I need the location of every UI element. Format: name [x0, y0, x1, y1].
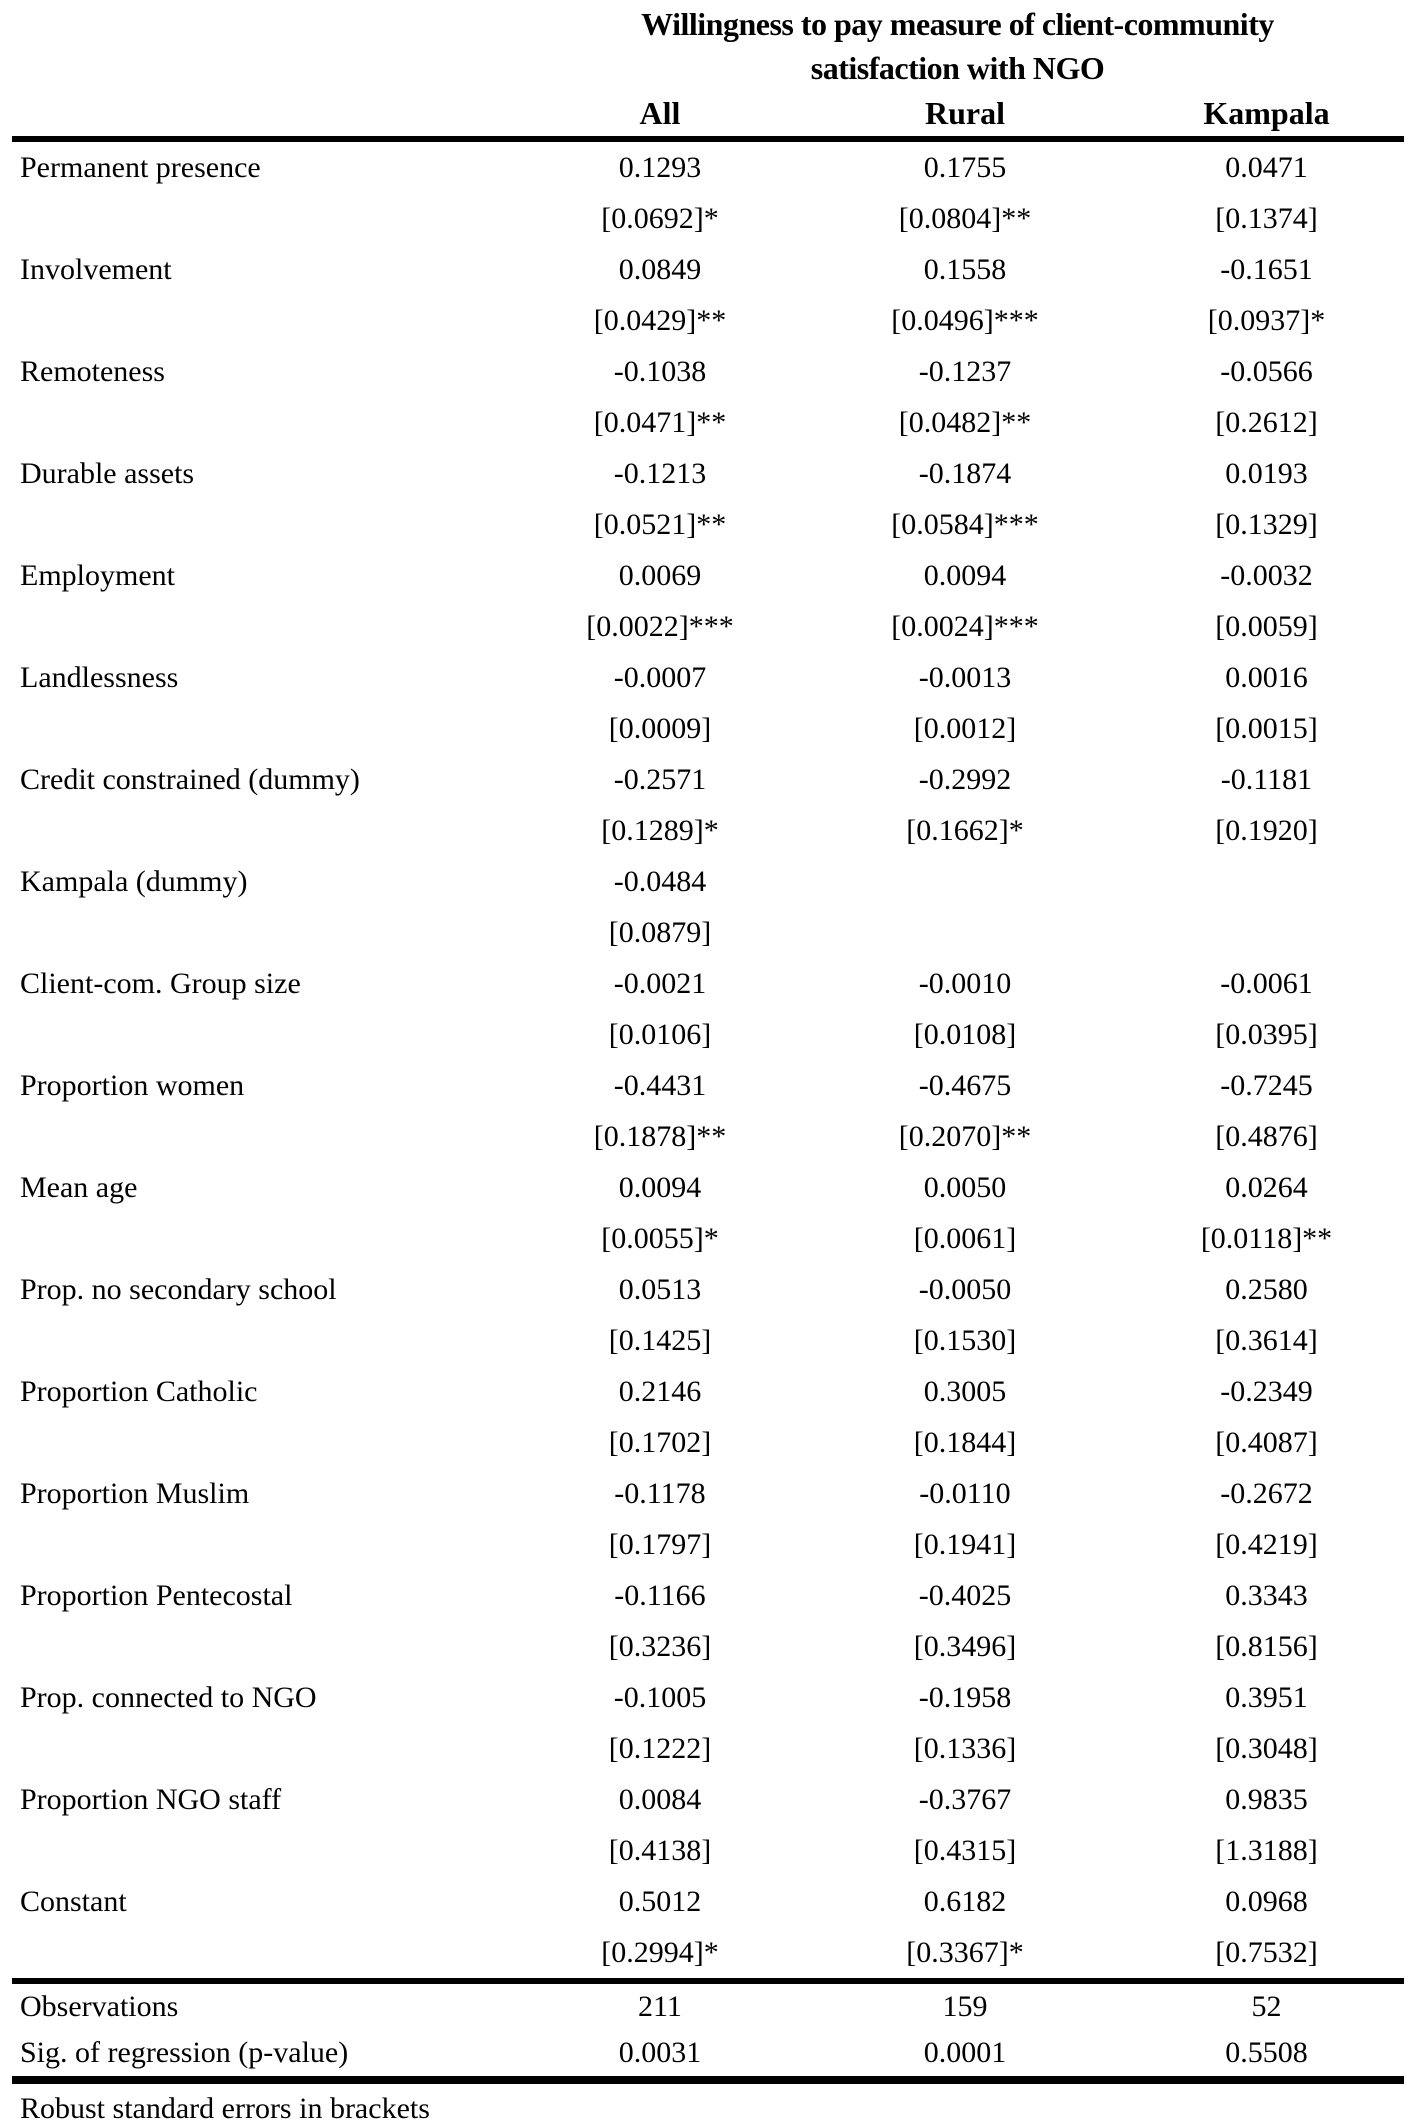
stderr-cell: [0.1329]: [1215, 507, 1318, 541]
stderr-row: [0, 1927, 1418, 1978]
summary-cell: 0.0001: [923, 2036, 1007, 2069]
stderr-cell: [0.0012]: [913, 711, 1017, 745]
stderr-row: [0, 295, 1418, 346]
stderr-cell: [0.4087]: [1215, 1425, 1318, 1459]
summary-rows: [0, 1984, 1418, 2076]
summary-row: [0, 2030, 1418, 2076]
coef-cell: -0.4025: [918, 1578, 1012, 1612]
stderr-cell: [0.4138]: [608, 1833, 712, 1867]
coef-cell: 0.0084: [618, 1782, 702, 1816]
stderr-row: [0, 1315, 1418, 1366]
coef-cell: 0.6182: [923, 1884, 1007, 1918]
stderr-row: [0, 1009, 1418, 1060]
summary-cell: 211: [638, 1990, 682, 2023]
coef-cell: -0.1166: [614, 1578, 706, 1612]
coef-cell: -0.0484: [613, 864, 707, 898]
stderr-cell: [0.0879]: [608, 915, 712, 949]
coefficient-row: [0, 550, 1418, 601]
stderr-cell: [0.2612]: [1215, 405, 1318, 439]
coef-cell: -0.0050: [918, 1272, 1012, 1306]
stderr-cell: [0.0022]***: [586, 609, 734, 643]
stderr-row: [0, 397, 1418, 448]
row-label: Proportion Pentecostal: [20, 1578, 293, 1612]
coef-cell: 0.1293: [618, 150, 702, 184]
stderr-cell: [0.0015]: [1215, 711, 1318, 745]
stderr-row: [0, 1213, 1418, 1264]
coef-cell: -0.1874: [918, 456, 1012, 490]
stderr-cell: [0.3048]: [1215, 1731, 1318, 1765]
stderr-cell: [0.0937]*: [1207, 303, 1326, 337]
stderr-cell: [0.0584]***: [891, 507, 1039, 541]
coefficient-row: [0, 1162, 1418, 1213]
coefficient-row: [0, 652, 1418, 703]
summary-label: Sig. of regression (p-value): [20, 2036, 349, 2069]
coef-cell: -0.1181: [1220, 762, 1313, 796]
stderr-row: [0, 907, 1418, 958]
row-label: Employment: [20, 558, 175, 592]
coefficient-row: [0, 1366, 1418, 1417]
stderr-cell: [0.2994]*: [601, 1935, 719, 1969]
coef-cell: -0.1005: [613, 1680, 707, 1714]
coef-cell: -0.1038: [613, 354, 707, 388]
stderr-cell: [0.1289]*: [601, 813, 719, 847]
stderr-row: [0, 193, 1418, 244]
row-label: Proportion women: [20, 1068, 245, 1102]
column-header-row: [0, 90, 1418, 136]
coef-cell: -0.1237: [918, 354, 1012, 388]
row-label: Proportion NGO staff: [20, 1782, 282, 1816]
stderr-cell: [0.0055]*: [601, 1221, 719, 1255]
coef-cell: 0.3951: [1225, 1680, 1308, 1714]
stderr-cell: [0.1222]: [608, 1731, 712, 1765]
stderr-cell: [0.3496]: [913, 1629, 1017, 1663]
stderr-cell: [0.0804]**: [898, 201, 1032, 235]
coef-cell: -0.0007: [613, 660, 707, 694]
coef-cell: 0.5012: [618, 1884, 702, 1918]
coef-cell: -0.0021: [613, 966, 707, 1000]
table-title-line1: Willingness to pay measure of client-community: [641, 6, 1274, 42]
coefficient-row: [0, 448, 1418, 499]
stderr-cell: [0.0496]***: [891, 303, 1039, 337]
coef-cell: 0.0849: [618, 252, 702, 286]
coefficient-row: [0, 1264, 1418, 1315]
coefficient-row: [0, 346, 1418, 397]
stderr-cell: [0.0471]**: [593, 405, 727, 439]
coefficient-row: [0, 142, 1418, 193]
row-label: Constant: [20, 1884, 127, 1918]
coef-cell: -0.2349: [1220, 1374, 1313, 1408]
row-label: Remoteness: [20, 354, 165, 388]
coef-cell: 0.3343: [1225, 1578, 1308, 1612]
coefficient-row: [0, 1672, 1418, 1723]
row-label: Proportion Catholic: [20, 1374, 258, 1408]
coef-cell: -0.0010: [918, 966, 1012, 1000]
row-label: Mean age: [20, 1170, 138, 1204]
stderr-cell: [0.1425]: [608, 1323, 712, 1357]
coef-cell: -0.4431: [613, 1068, 707, 1102]
coef-cell: -0.1651: [1220, 252, 1313, 286]
stderr-cell: [0.1844]: [913, 1425, 1017, 1459]
coef-cell: 0.9835: [1225, 1782, 1308, 1816]
stderr-cell: [0.0118]**: [1200, 1221, 1333, 1255]
stderr-cell: [0.0692]*: [601, 201, 719, 235]
coefficient-row: [0, 1468, 1418, 1519]
stderr-cell: [0.0482]**: [898, 405, 1032, 439]
summary-row: [0, 1984, 1418, 2030]
column-header-kampala: Kampala: [1203, 94, 1330, 131]
stderr-row: [0, 805, 1418, 856]
row-label: Involvement: [20, 252, 172, 286]
coef-cell: -0.1958: [918, 1680, 1012, 1714]
coef-cell: 0.0069: [618, 558, 702, 592]
stderr-row: [0, 1111, 1418, 1162]
stderr-cell: [0.3236]: [608, 1629, 712, 1663]
stderr-cell: [0.0059]: [1215, 609, 1318, 643]
stderr-cell: [0.1530]: [913, 1323, 1017, 1357]
stderr-cell: [0.0009]: [608, 711, 712, 745]
coef-cell: 0.2146: [618, 1374, 702, 1408]
summary-cell: 52: [1251, 1990, 1282, 2023]
coef-cell: 0.0094: [618, 1170, 702, 1204]
table-title-line2: satisfaction with NGO: [810, 50, 1105, 86]
coefficient-rows: [0, 142, 1418, 1978]
stderr-cell: [0.7532]: [1215, 1935, 1318, 1969]
coef-cell: -0.2672: [1220, 1476, 1313, 1510]
row-label: Landlessness: [20, 660, 179, 694]
coef-cell: -0.7245: [1220, 1068, 1313, 1102]
stderr-row: [0, 601, 1418, 652]
row-label: Credit constrained (dummy): [20, 762, 360, 796]
stderr-cell: [0.0108]: [913, 1017, 1017, 1051]
summary-cell: 159: [942, 1990, 988, 2023]
coef-cell: 0.2580: [1225, 1272, 1308, 1306]
coef-cell: 0.0193: [1225, 456, 1308, 490]
column-header-all: All: [639, 94, 681, 131]
coefficient-row: [0, 856, 1418, 907]
coef-cell: 0.0471: [1225, 150, 1308, 184]
stderr-cell: [0.0106]: [608, 1017, 712, 1051]
coef-cell: 0.0016: [1225, 660, 1308, 694]
coef-cell: -0.0566: [1220, 354, 1313, 388]
stderr-cell: [0.8156]: [1215, 1629, 1318, 1663]
row-label: Proportion Muslim: [20, 1476, 250, 1510]
row-label: Permanent presence: [20, 150, 261, 184]
stderr-cell: [0.4315]: [913, 1833, 1017, 1867]
row-label: Prop. no secondary school: [20, 1272, 337, 1306]
summary-cell: 0.0031: [618, 2036, 702, 2069]
column-header-rural: Rural: [925, 94, 1005, 131]
stderr-cell: [0.1702]: [608, 1425, 712, 1459]
coef-cell: -0.2992: [918, 762, 1012, 796]
summary-cell: 0.5508: [1225, 2036, 1308, 2069]
coef-cell: -0.1213: [613, 456, 707, 490]
coef-cell: 0.1755: [923, 150, 1007, 184]
footnote: Robust standard errors in brackets: [20, 2092, 430, 2125]
stderr-row: [0, 1723, 1418, 1774]
coef-cell: -0.0032: [1220, 558, 1313, 592]
coef-cell: 0.0094: [923, 558, 1007, 592]
row-label: Client-com. Group size: [20, 966, 301, 1000]
coef-cell: 0.1558: [923, 252, 1007, 286]
table-title: [505, 0, 1410, 90]
summary-label: Observations: [20, 1990, 179, 2023]
coefficient-row: [0, 1876, 1418, 1927]
coef-cell: -0.3767: [918, 1782, 1012, 1816]
coef-cell: 0.3005: [923, 1374, 1007, 1408]
stderr-cell: [0.4219]: [1215, 1527, 1318, 1561]
stderr-cell: [0.0024]***: [891, 609, 1039, 643]
coefficient-row: [0, 958, 1418, 1009]
stderr-row: [0, 499, 1418, 550]
stderr-cell: [0.1797]: [608, 1527, 712, 1561]
stderr-cell: [0.4876]: [1215, 1119, 1318, 1153]
stderr-cell: [0.1336]: [913, 1731, 1017, 1765]
stderr-cell: [0.1878]**: [593, 1119, 727, 1153]
stderr-row: [0, 703, 1418, 754]
coef-cell: 0.0050: [923, 1170, 1007, 1204]
coef-cell: 0.0264: [1225, 1170, 1308, 1204]
coefficient-row: [0, 1570, 1418, 1621]
row-label: Prop. connected to NGO: [20, 1680, 317, 1714]
coef-cell: 0.0968: [1225, 1884, 1308, 1918]
stderr-cell: [0.2070]**: [898, 1119, 1032, 1153]
stderr-cell: [0.0429]**: [593, 303, 727, 337]
bottom-rule: [12, 2076, 1404, 2084]
coefficient-row: [0, 244, 1418, 295]
coef-cell: -0.2571: [613, 762, 707, 796]
stderr-cell: [1.3188]: [1215, 1833, 1318, 1867]
row-label: Durable assets: [20, 456, 195, 490]
stderr-cell: [0.3614]: [1215, 1323, 1318, 1357]
stderr-cell: [0.0061]: [913, 1221, 1017, 1255]
coef-cell: -0.4675: [918, 1068, 1012, 1102]
coef-cell: -0.1178: [614, 1476, 706, 1510]
stderr-cell: [0.1920]: [1215, 813, 1318, 847]
row-label: Kampala (dummy): [20, 864, 248, 898]
stderr-cell: [0.1374]: [1215, 201, 1318, 235]
stderr-row: [0, 1519, 1418, 1570]
stderr-cell: [0.3367]*: [906, 1935, 1024, 1969]
stderr-row: [0, 1417, 1418, 1468]
stderr-cell: [0.0521]**: [593, 507, 727, 541]
coef-cell: 0.0513: [618, 1272, 702, 1306]
coef-cell: -0.0110: [919, 1476, 1011, 1510]
stderr-row: [0, 1621, 1418, 1672]
stderr-row: [0, 1825, 1418, 1876]
coefficient-row: [0, 1060, 1418, 1111]
stderr-cell: [0.0395]: [1215, 1017, 1318, 1051]
coefficient-row: [0, 1774, 1418, 1825]
stderr-cell: [0.1662]*: [906, 813, 1024, 847]
coefficient-row: [0, 754, 1418, 805]
coef-cell: -0.0061: [1220, 966, 1313, 1000]
stderr-cell: [0.1941]: [913, 1527, 1017, 1561]
coef-cell: -0.0013: [918, 660, 1012, 694]
